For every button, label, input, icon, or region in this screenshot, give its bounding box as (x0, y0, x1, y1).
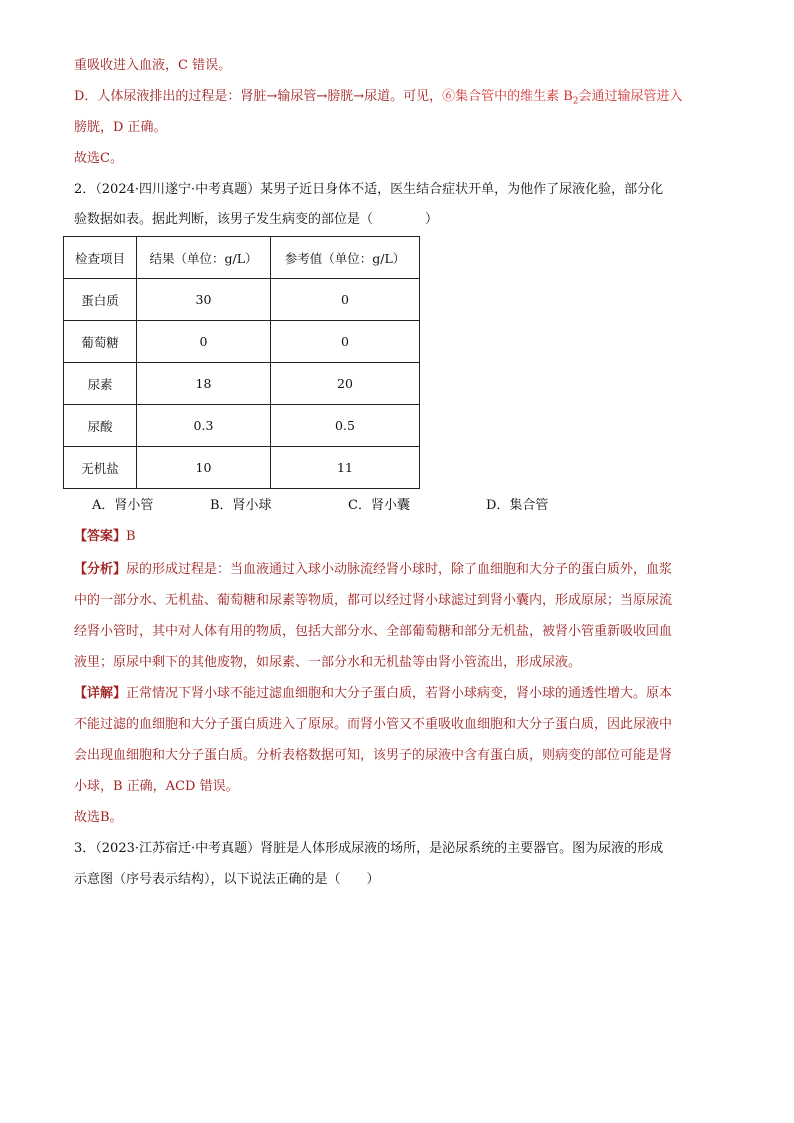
highlight-text-2: 会通过输尿管进入 (578, 89, 683, 104)
table-cell: 0.3 (137, 405, 271, 447)
answer-value: B (126, 529, 136, 544)
option-c: C．肾小囊 (348, 498, 410, 513)
analysis-tag: 【分析】 (74, 562, 127, 577)
q2-stem-line1: 2．（2024·四川遂宁·中考真题）某男子近日身体不适，医生结合症状开单，为他作了尿液化验，部分化 (74, 182, 664, 197)
table-row (64, 405, 420, 447)
prev-option-c-tail: 重吸收进入血液，C 错误。 (74, 58, 232, 73)
answer-tag: 【答案】 (74, 529, 127, 544)
detail-line-3: 会出现血细胞和大分子蛋白质。分析表格数据可知，该男子的尿液中含有蛋白质，则病变的部位可能是肾 (74, 748, 673, 763)
table-cell: 30 (137, 279, 271, 321)
table-row (64, 363, 420, 405)
analysis-line-1 (74, 560, 724, 580)
table-cell: 11 (271, 447, 420, 489)
analysis-line-4: 液里；原尿中剩下的其他废物，如尿素、一部分水和无机盐等由肾小管流出，形成尿液。 (74, 655, 582, 670)
detail-text: 正常情况下肾小球不能过滤血细胞和大分子蛋白质，若肾小球病变，肾小球的通透性增大。原本 (126, 686, 673, 701)
detail-line-4: 小球，B 正确，ACD 错误。 (74, 779, 239, 794)
prev-option-d-line1 (74, 87, 724, 112)
table-row (64, 447, 420, 489)
q2-stem-line2: 验数据如表。据此判断，该男子发生病变的部位是（ ） (74, 212, 439, 227)
table-cell: 葡萄糖 (64, 321, 137, 363)
detail-line-2: 不能过滤的血细胞和大分子蛋白质进入了原尿。而肾小管又不重吸收血细胞和大分子蛋白质，因此尿液中 (74, 717, 673, 732)
analysis-line-2: 中的一部分水、无机盐、葡萄糖和尿素等物质，都可以经过肾小球滤过到肾小囊内，形成原尿；当原尿流 (74, 593, 673, 608)
detail-tag: 【详解】 (74, 686, 127, 701)
analysis-text: 尿的形成过程是：当血液通过入球小动脉流经肾小球时，除了血细胞和大分子的蛋白质外，血浆 (126, 562, 673, 577)
table-cell: 无机盐 (64, 447, 137, 489)
table-cell: 10 (137, 447, 271, 489)
prev-option-d-text: D．人体尿液排出的过程是：肾脏→输尿管→膀胱→尿道。可见， (74, 89, 443, 104)
table-row (64, 279, 420, 321)
table-cell: 0.5 (271, 405, 420, 447)
urine-test-table (63, 236, 420, 489)
detail-line-1 (74, 684, 724, 704)
table-header-cell: 结果（单位：g/L） (137, 237, 271, 279)
table-cell: 蛋白质 (64, 279, 137, 321)
option-b: B．肾小球 (210, 498, 272, 513)
prev-option-d-highlight (442, 89, 683, 107)
table-cell: 0 (271, 321, 420, 363)
q2-conclusion: 故选B。 (74, 810, 123, 825)
table-cell: 0 (271, 279, 420, 321)
analysis-line-3: 经肾小管时，其中对人体有用的物质，包括大部分水、全部葡萄糖和部分无机盐，被肾小管重新吸收回血 (74, 624, 673, 639)
table-cell: 尿酸 (64, 405, 137, 447)
subscript: 2 (572, 96, 579, 107)
table-header-cell: 参考值（单位：g/L） (271, 237, 420, 279)
option-a: A．肾小管 (92, 498, 154, 513)
table-cell: 尿素 (64, 363, 137, 405)
q3-stem-line1: 3．（2023·江苏宿迁·中考真题）肾脏是人体形成尿液的场所，是泌尿系统的主要器官。图为尿液的形成 (74, 841, 664, 856)
table-header-cell: 检查项目 (64, 237, 137, 279)
table-cell: 20 (271, 363, 420, 405)
highlight-text: ⑥集合管中的维生素 B (442, 89, 573, 104)
q3-stem-line2: 示意图（序号表示结构），以下说法正确的是（ ） (74, 872, 380, 887)
option-d: D．集合管 (486, 498, 549, 513)
answer-line (74, 527, 724, 547)
prev-conclusion: 故选C。 (74, 151, 123, 166)
table-row (64, 321, 420, 363)
table-cell: 0 (137, 321, 271, 363)
table-cell: 18 (137, 363, 271, 405)
table-header-row (64, 237, 420, 279)
prev-option-d-line2: 膀胱，D 正确。 (74, 120, 167, 135)
